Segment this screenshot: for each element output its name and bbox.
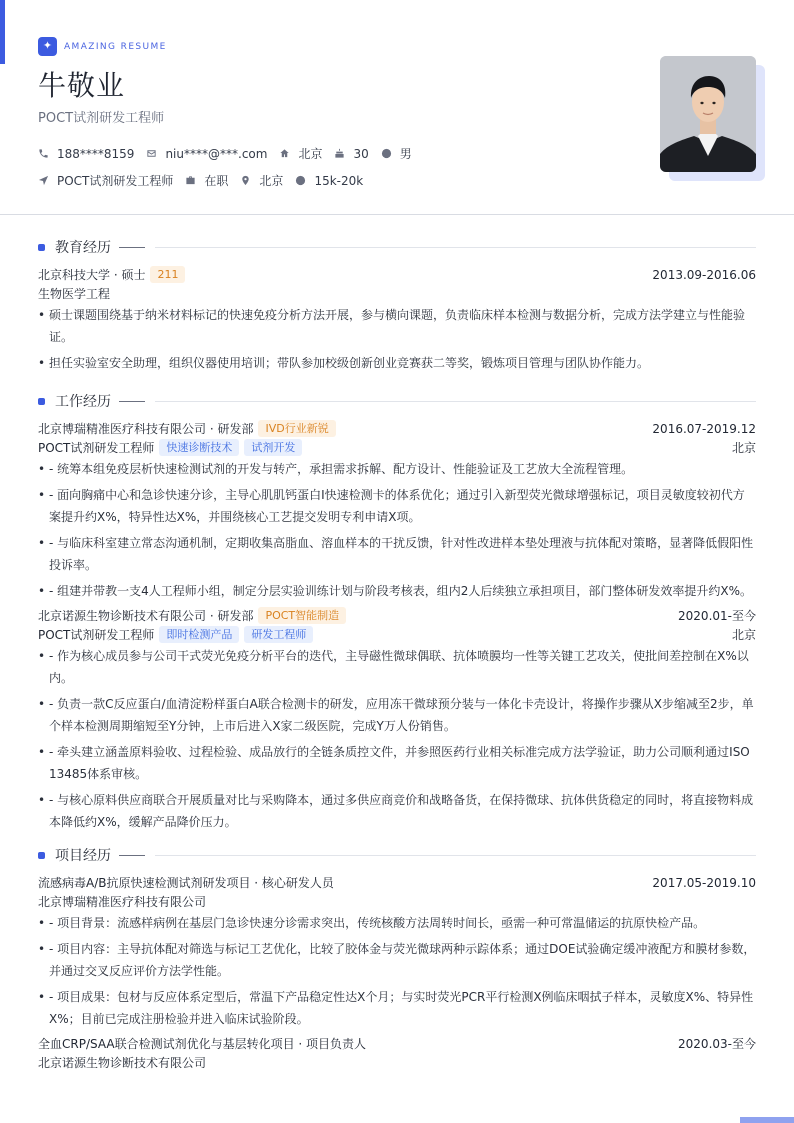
- school-name: 北京科技大学 · 硕士: [38, 268, 146, 282]
- project-name: 流感病毒A/B抗原快速检测试剂研发项目 · 核心研发人员: [38, 876, 334, 890]
- project-org: 北京诺源生物诊断技术有限公司: [38, 1055, 207, 1070]
- list-item: • - 面向胸痛中心和急诊快速分诊，主导心肌肌钙蛋白I快速检测卡的体系优化；通过引入新型荧光微球增强标记，项目灵敏度较初代方案提升约X%，特异性达X%，并围绕核心工艺提交发明专利申请X项。: [38, 484, 756, 528]
- status-info: [185, 172, 228, 189]
- resume-header: [0, 0, 794, 215]
- section-divider: [155, 247, 756, 248]
- list-item: • 硕士课题围绕基于纳米材料标记的快速免疫分析方法开展，参与横向课题，负责临床样本检测与数据分析，完成方法学建立与性能验证。: [38, 304, 756, 348]
- education-entry: [38, 265, 756, 374]
- role: POCT试剂研发工程师: [38, 440, 155, 455]
- work-entry: [38, 419, 756, 602]
- target-position-info: [38, 172, 173, 189]
- sparkle-icon: ✦: [38, 37, 57, 56]
- salary-info: [295, 174, 363, 188]
- work-section: [38, 391, 756, 837]
- company-tag: IVD行业新锐: [258, 420, 335, 437]
- user-circle-icon: [381, 148, 392, 159]
- entry-header: [38, 873, 756, 892]
- gender-text: 男: [399, 147, 412, 161]
- list-item: • - 负责一款C反应蛋白/血清淀粉样蛋白A联合检测卡的研发，应用冻干微球预分装与一体化卡壳设计，将操作步骤从X步缩减至2步，单个样本检测周期缩短至Y分钟，上市后进入X家二级医院，完成Y万人份销售。: [38, 693, 756, 737]
- candidate-name: 牛敬业: [38, 69, 126, 102]
- job-intention-row: [38, 172, 375, 189]
- company-name: 北京博瑞精准医疗科技有限公司 · 研发部: [38, 422, 254, 436]
- entry-header: [38, 1034, 756, 1053]
- list-item: • - 项目内容：主导抗体配对筛选与标记工艺优化，比较了胶体金与荧光微球两种示踪体系；通过DOE试验确定缓冲液配方和膜材参数，并通过交叉反应评价方法学性能。: [38, 938, 756, 982]
- project-org: 北京博瑞精准医疗科技有限公司: [38, 894, 207, 909]
- target-city-text: 北京: [259, 174, 284, 188]
- entry-date: 2020.03-至今: [678, 1037, 756, 1051]
- entry-header: [38, 419, 756, 438]
- salary-text: 15k-20k: [314, 173, 364, 188]
- phone-icon: [38, 148, 49, 159]
- project-name: 全血CRP/SAA联合检测试剂优化与基层转化项目 · 项目负责人: [38, 1037, 367, 1051]
- list-item: • - 统筹本组免疫层析快速检测试剂的开发与转产，承担需求拆解、配方设计、性能验证及工艺放大全流程管理。: [38, 458, 756, 480]
- project-bullets: [38, 912, 756, 1030]
- location: 北京: [731, 440, 756, 455]
- entry-subheader: [38, 284, 756, 302]
- entry-date: 2013.09-2016.06: [652, 267, 756, 282]
- list-item: • - 项目背景：流感样病例在基层门急诊快速分诊需求突出，传统核酸方法周转时间长，亟需一种可常温储运的抗原快检产品。: [38, 912, 756, 934]
- brand-text: AMAZING RESUME: [64, 41, 167, 52]
- coin-icon: [295, 175, 306, 186]
- section-divider: [155, 855, 756, 856]
- section-marker: [38, 852, 45, 859]
- location: 北京: [731, 627, 756, 642]
- target-city-info: [240, 172, 283, 189]
- entry-header: [38, 265, 756, 284]
- phone-info: [38, 147, 134, 161]
- email-text: niu****@***.com: [165, 146, 268, 161]
- brand: [38, 37, 167, 56]
- location-pin-icon: [240, 175, 251, 186]
- bottom-accent-bar: [740, 1117, 794, 1123]
- company-tag: POCT智能制造: [258, 607, 346, 624]
- phone-text: 188****8159: [57, 146, 135, 161]
- education-section: [38, 237, 756, 378]
- role-tag: 研发工程师: [244, 626, 313, 643]
- school-tag: 211: [150, 266, 185, 283]
- project-entry: [38, 873, 756, 1030]
- candidate-title: POCT试剂研发工程师: [38, 111, 165, 126]
- age-text: 30: [353, 146, 369, 161]
- list-item: • 担任实验室安全助理，组织仪器使用培训；带队参加校级创新创业竞赛获二等奖，锻炼项目管理与团队协作能力。: [38, 352, 756, 374]
- company-name: 北京诺源生物诊断技术有限公司 · 研发部: [38, 609, 254, 623]
- email-info: [146, 147, 267, 161]
- work-bullets: [38, 458, 756, 602]
- portrait-illustration: [660, 56, 756, 172]
- entry-date: 2016.07-2019.12: [652, 421, 756, 436]
- entry-date: 2017.05-2019.10: [652, 875, 756, 890]
- entry-subheader: [38, 438, 756, 456]
- entry-subheader: [38, 625, 756, 643]
- city-info: [279, 145, 322, 162]
- contact-row: [38, 145, 424, 162]
- entry-date: 2020.01-至今: [678, 609, 756, 623]
- target-position-text: POCT试剂研发工程师: [57, 174, 174, 188]
- work-bullets: [38, 645, 756, 833]
- list-item: • - 与临床科室建立常态沟通机制，定期收集高脂血、溶血样本的干扰反馈，针对性改进样本垫处理液与抗体配对策略，显著降低假阳性投诉率。: [38, 532, 756, 576]
- project-entry: [38, 1034, 756, 1071]
- role-tag: 试剂开发: [244, 439, 302, 456]
- section-divider: [155, 401, 756, 402]
- cake-icon: [334, 148, 345, 159]
- work-heading: [38, 391, 756, 411]
- section-dash: [119, 401, 145, 402]
- list-item: • - 作为核心成员参与公司干式荧光免疫分析平台的迭代，主导磁性微球偶联、抗体喷膜均一性等关键工艺攻关，使批间差控制在X%以内。: [38, 645, 756, 689]
- projects-heading: [38, 845, 756, 865]
- section-dash: [119, 247, 145, 248]
- city-text: 北京: [298, 147, 323, 161]
- list-item: • - 组建并带教一支4人工程师小组，制定分层实验训练计划与阶段考核表，组内2人后续独立承担项目，部门整体研发效率提升约X%。: [38, 580, 756, 602]
- projects-section: [38, 845, 756, 1071]
- section-title: 项目经历: [55, 848, 111, 864]
- gender-info: [381, 145, 412, 162]
- section-title: 教育经历: [55, 240, 111, 256]
- send-icon: [38, 175, 49, 186]
- entry-subheader: [38, 1053, 756, 1071]
- mail-icon: [146, 148, 157, 159]
- section-marker: [38, 244, 45, 251]
- entry-subheader: [38, 892, 756, 910]
- status-text: 在职: [204, 174, 229, 188]
- section-marker: [38, 398, 45, 405]
- work-entry: [38, 606, 756, 833]
- age-info: [334, 147, 368, 161]
- list-item: • - 牵头建立涵盖原料验收、过程检验、成品放行的全链条质控文件，并参照医药行业相关标准完成方法学验证，助力公司顺利通过ISO 13485体系审核。: [38, 741, 756, 785]
- education-heading: [38, 237, 756, 257]
- briefcase-icon: [185, 175, 196, 186]
- role-tag: 即时检测产品: [159, 626, 239, 643]
- home-icon: [279, 148, 290, 159]
- profile-photo: [660, 56, 756, 172]
- section-title: 工作经历: [55, 394, 111, 410]
- list-item: • - 与核心原料供应商联合开展质量对比与采购降本，通过多供应商竞价和战略备货，在保持微球、抗体供货稳定的同时，将直接物料成本降低约X%，缓解产品降价压力。: [38, 789, 756, 833]
- education-bullets: [38, 304, 756, 374]
- role: POCT试剂研发工程师: [38, 627, 155, 642]
- major: 生物医学工程: [38, 286, 111, 301]
- list-item: • - 项目成果：包材与反应体系定型后，常温下产品稳定性达X个月；与实时荧光PCR平行检测X例临床咽拭子样本，灵敏度X%、特异性X%；目前已完成注册检验并进入临床试验阶段。: [38, 986, 756, 1030]
- role-tag: 快速诊断技术: [159, 439, 239, 456]
- section-dash: [119, 855, 145, 856]
- entry-header: [38, 606, 756, 625]
